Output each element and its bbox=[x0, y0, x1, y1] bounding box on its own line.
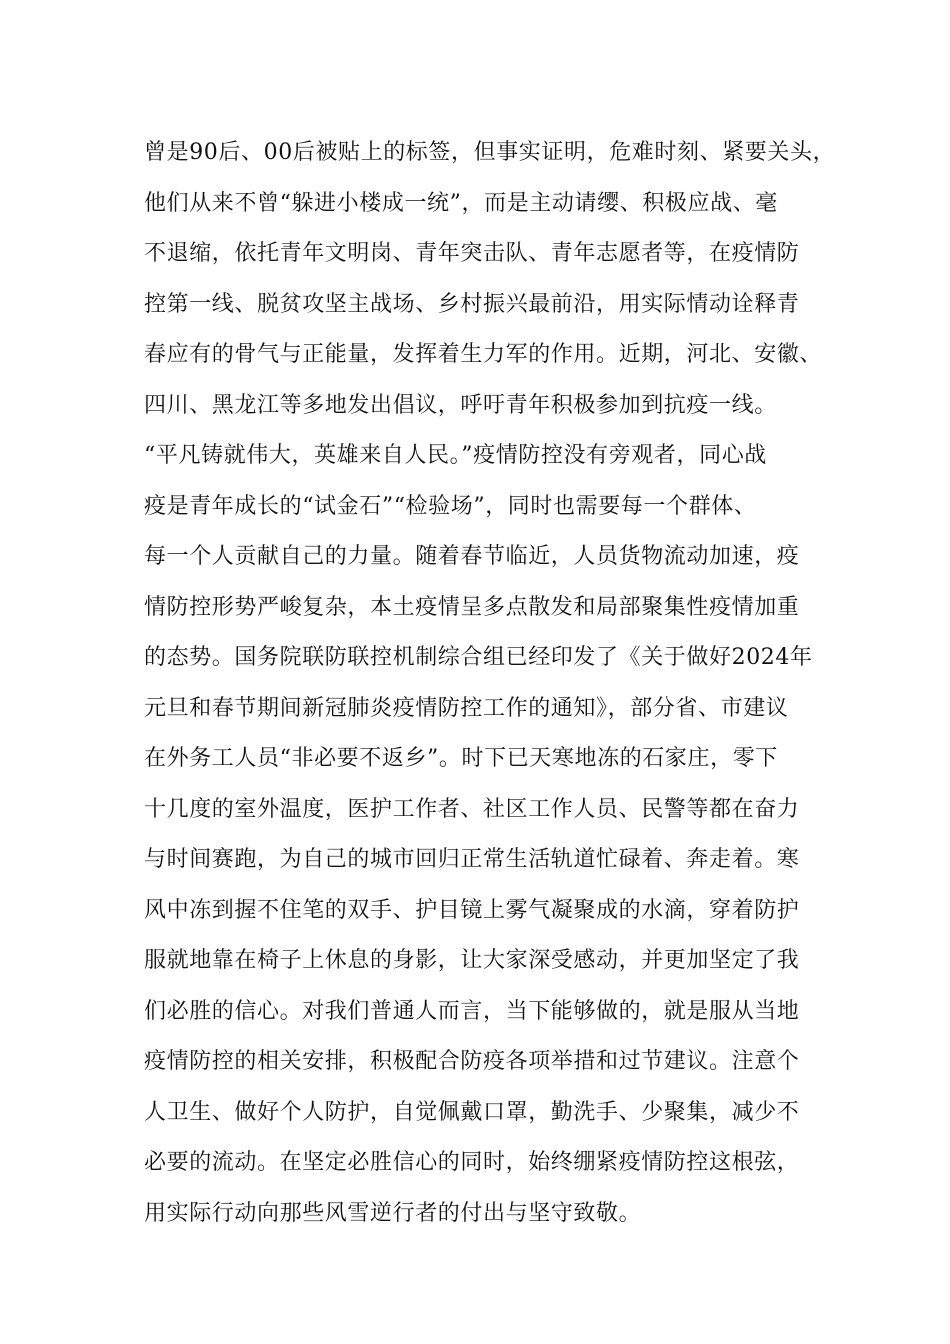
text-line: 用实际行动向那些风雪逆行者的付出与坚守致敬。 bbox=[144, 1200, 642, 1226]
text-line: 不退缩，依托青年文明岗、青年突击队、青年志愿者等，在疫情防 bbox=[144, 241, 800, 266]
text-line: 元旦和春节期间新冠肺炎疫情防控工作的通知》，部分省、市建议 bbox=[144, 695, 789, 721]
body-paragraph bbox=[144, 128, 844, 1239]
text-line: 风中冻到握不住笔的双手、护目镜上雾气凝聚成的水滴，穿着防护 bbox=[144, 897, 800, 923]
text-line: 与时间赛跑，为自己的城市回归正常生活轨道忙碌着、奔走着。寒 bbox=[144, 847, 800, 872]
text-line: 十几度的室外温度，医护工作者、社区工作人员、民警等都在奋力 bbox=[144, 796, 800, 822]
text-line: 疫是青年成长的“试金石”“检验场”，同时也需要每一个群体、 bbox=[144, 493, 757, 519]
text-line: 每一个人贡献自己的力量。随着春节临近，人员货物流动加速，疫 bbox=[144, 544, 800, 569]
text-line: 必要的流动。在坚定必胜信心的同时，始终绷紧疫情防控这根弦， bbox=[144, 1150, 800, 1175]
text-line: 人卫生、做好个人防护，自觉佩戴口罩，勤洗手、少聚集，减少不 bbox=[144, 1099, 800, 1125]
text-line: 们必胜的信心。对我们普通人而言，当下能够做的，就是服从当地 bbox=[144, 998, 800, 1024]
text-line: 曾是90后、00后被贴上的标签，但事实证明，危难时刻、紧要关头， bbox=[144, 140, 836, 165]
text-line: 春应有的骨气与正能量，发挥着生力军的作用。近期，河北、安徽、 bbox=[144, 342, 823, 367]
text-line: 在外务工人员“非必要不返乡”。时下已天寒地冻的石家庄，零下 bbox=[144, 746, 778, 771]
text-line: 四川、黑龙江等多地发出倡议，呼吁青年积极参加到抗疫一线。 bbox=[144, 392, 777, 418]
text-line: 控第一线、脱贫攻坚主战场、乡村振兴最前沿，用实际情动诠释青 bbox=[144, 291, 800, 317]
text-line: “平凡铸就伟大，英雄来自人民。”疫情防控没有旁观者，同心战 bbox=[144, 443, 767, 468]
text-line: 情防控形势严峻复杂，本土疫情呈多点散发和局部聚集性疫情加重 bbox=[144, 594, 800, 620]
text-line: 服就地靠在椅子上休息的身影，让大家深受感动，并更加坚定了我 bbox=[144, 948, 800, 973]
text-line: 的态势。国务院联防联控机制综合组已经印发了《关于做好2024年 bbox=[144, 645, 813, 670]
text-line: 他们从来不曾“躲进小楼成一统”，而是主动请缨、积极应战、毫 bbox=[144, 190, 778, 216]
text-line: 疫情防控的相关安排，积极配合防疫各项举措和过节建议。注意个 bbox=[144, 1049, 800, 1074]
